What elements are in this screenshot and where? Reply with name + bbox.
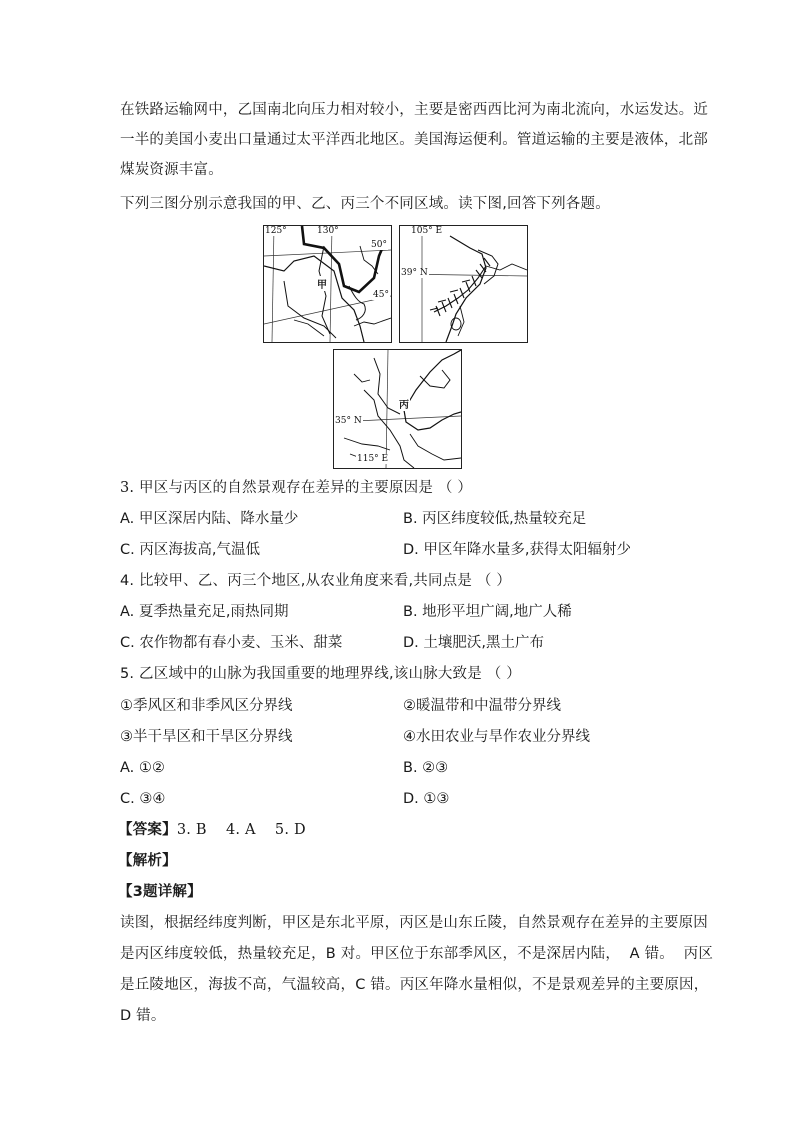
intro-line-1: 在铁路运输网中，乙国南北向压力相对较小，主要是密西西比河为南北流向，水运发达。近: [120, 102, 708, 118]
detail-label: 【3题详解】: [118, 884, 202, 900]
map-jia-lon-130: 130°: [317, 226, 339, 236]
q4-option-d: D. 土壤肥沃,黑土广布: [403, 635, 544, 651]
q3-option-b: B. 丙区纬度较低,热量较充足: [403, 511, 587, 527]
answer-row: [118, 820, 306, 840]
q5-statement-3: ③半干旱区和干旱区分界线: [120, 729, 293, 745]
map-yi-lon-105: 105° E: [411, 226, 443, 236]
q5-option-c: C. ③④: [120, 791, 166, 807]
q4-option-a: A. 夏季热量充足,雨热同期: [120, 604, 289, 620]
q3-option-a: A. 甲区深居内陆、降水量少: [120, 511, 299, 527]
intro-line-3: 煤炭资源丰富。: [120, 162, 223, 178]
explanation-line-4: D 错。: [120, 1008, 166, 1024]
q3-option-d: D. 甲区年降水量多,获得太阳辐射少: [403, 542, 631, 558]
q5-statement-2: ②暖温带和中温带分界线: [403, 698, 561, 714]
explanation-line-2: 是丙区纬度较低，热量较充足，B 对。甲区位于东部季风区，不是深居内陆， A 错。 丙区: [120, 946, 714, 962]
question-prompt: 下列三图分别示意我国的甲、乙、丙三个不同区域。读下图,回答下列各题。: [120, 196, 610, 212]
map-yi-drawing: [400, 226, 527, 342]
q4-option-c: C. 农作物都有春小麦、玉米、甜菜: [120, 635, 343, 651]
q5-statement-1: ①季风区和非季风区分界线: [120, 698, 293, 714]
map-jia: [263, 225, 392, 343]
map-bing-lon-115: 115° E: [357, 454, 389, 464]
q4-stem: 4. 比较甲、乙、丙三个地区,从农业角度来看,共同点是 （ ）: [120, 573, 512, 589]
answer-label: 【答案】: [118, 822, 177, 838]
q3-option-c: C. 丙区海拔高,气温低: [120, 542, 260, 558]
map-bing: [333, 349, 462, 469]
intro-line-2: 一半的美国小麦出口量通过太平洋西北地区。美国海运便利。管道运输的主要是液体，北部: [120, 132, 708, 148]
q5-option-a: A. ①②: [120, 760, 165, 776]
q5-stem: 5. 乙区域中的山脉为我国重要的地理界线,该山脉大致是 （ ）: [120, 666, 521, 682]
q4-option-b: B. 地形平坦广阔,地广人稀: [403, 604, 572, 620]
explanation-line-1: 读图，根据经纬度判断，甲区是东北平原，丙区是山东丘陵，自然景观存在差异的主要原因: [120, 915, 708, 931]
answer-text: 3. B 4. A 5. D: [176, 822, 306, 838]
q5-statement-4: ④水田农业与旱作农业分界线: [403, 729, 590, 745]
map-jia-lat-45: 45°: [373, 290, 389, 300]
map-yi-lat-39: 39° N: [401, 268, 428, 278]
q5-option-d: D. ①③: [403, 791, 450, 807]
q5-option-b: B. ②③: [403, 760, 449, 776]
explanation-line-3: 是丘陵地区，海拔不高，气温较高，C 错。丙区年降水量相似，不是景观差异的主要原因，: [120, 977, 709, 993]
map-bing-region-label: 丙: [398, 396, 410, 411]
map-jia-lon-125: 125°: [265, 226, 287, 236]
map-jia-region-label: 甲: [316, 276, 328, 291]
analysis-label: 【解析】: [118, 853, 177, 869]
map-bing-lat-35: 35° N: [335, 416, 362, 426]
q3-stem: 3. 甲区与丙区的自然景观存在差异的主要原因是 （ ）: [120, 480, 473, 496]
map-yi: [399, 225, 528, 343]
map-jia-lat-50: 50°: [371, 240, 387, 250]
